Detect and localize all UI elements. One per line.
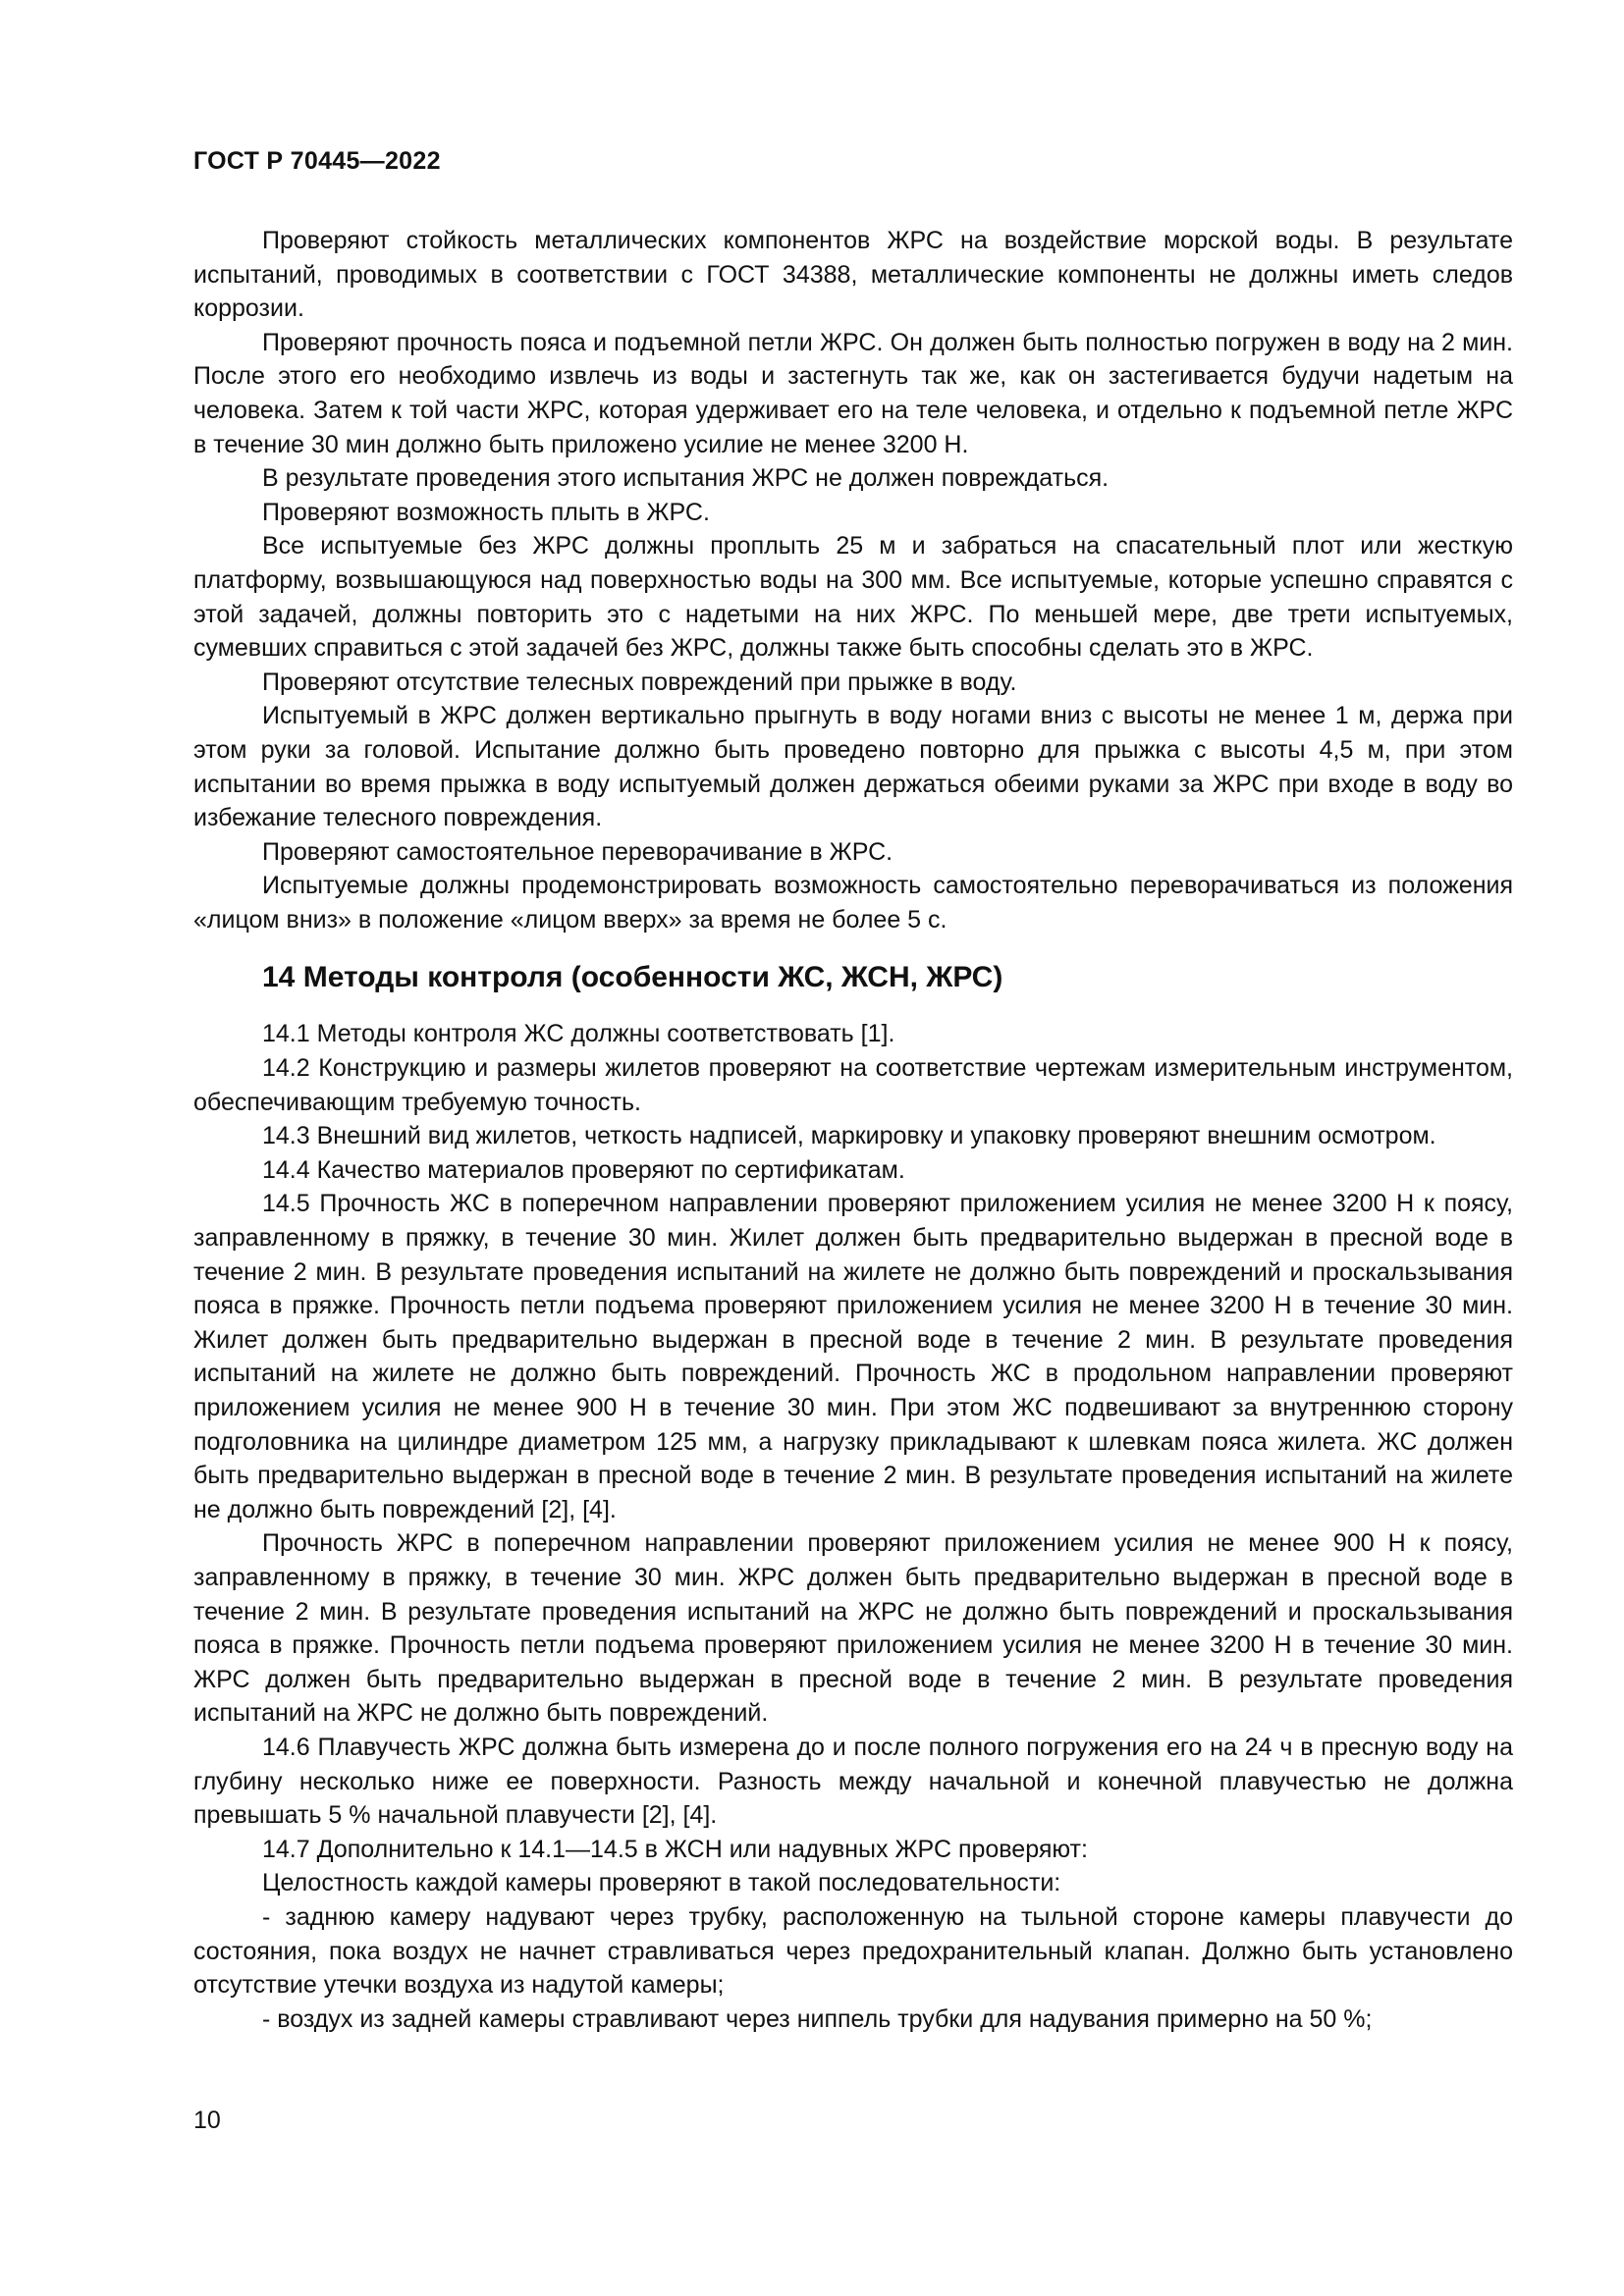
paragraph: Испытуемые должны продемонстрировать возможность самостоятельно переворачиваться из положения «лицом вниз» в положение «лицом вверх» за время не более 5 с. [193,872,1513,934]
clause-14-5: 14.5 Прочность ЖС в поперечном направлении проверяют приложением усилия не менее 3200 Н к поясу, заправленному в пряжку, в течение 30 мин. Жилет должен быть предварительно выдержан в пресной воде в течение 2 мин. В результате проведения испытаний на жилете не должно быть повреждений и проскальзывания пояса в пряжке. Прочность петли подъема проверяют приложением усилия не менее 3200 Н в течение 30 мин. Жилет должен быть предварительно выдержан в пресной воде в течение 2 мин. В результате проведения испытаний на жилете не должно быть повреждений. Прочность ЖС в продольном направлении проверяют приложением усилия не менее 900 Н в течение 30 мин. При этом ЖС подвешивают за внутреннюю сторону подголовника на цилиндре диаметром 125 мм, а нагрузку прикладывают к шлевкам пояса жилета. ЖС должен быть предварительно выдержан в пресной воде в течение 2 мин. В результате проведения испытаний на жилете не должно быть повреждений [2], [4]. [193,1190,1513,1523]
clause-14-4: 14.4 Качество материалов проверяют по сертификатам. [262,1155,905,1184]
page-number: 10 [193,2107,221,2134]
paragraph: Проверяют отсутствие телесных повреждений при прыжке в воду. [262,667,1017,696]
document-body [193,224,1513,2036]
paragraph: В результате проведения этого испытания ЖРС не должен повреждаться. [262,464,1110,493]
paragraph: Проверяют стойкость металлических компонентов ЖРС на воздействие морской воды. В результате испытаний, проводимых в соответствии с ГОСТ 34388, металлические компоненты не должны иметь следов коррозии. [193,227,1513,323]
paragraph: Целостность каждой камеры проверяют в такой последовательности: [262,1869,1061,1897]
clause-14-1: 14.1 Методы контроля ЖС должны соответствовать [1]. [262,1020,895,1048]
paragraph: Испытуемый в ЖРС должен вертикально прыгнуть в воду ногами вниз с высоты не менее 1 м, держа при этом руки за головой. Испытание должно быть проведено повторно для прыжка с высоты 4,5 м, при этом испытании во время прыжка в воду испытуемый должен держаться обеими руками за ЖРС при входе в воду во избежание телесного повреждения. [193,702,1513,832]
section-heading: 14 Методы контроля (особенности ЖС, ЖСН, ЖРС) [262,961,1003,994]
paragraph: Прочность ЖРС в поперечном направлении проверяют приложением усилия не менее 900 Н к поясу, заправленному в пряжку, в течение 30 мин. ЖРС должен быть предварительно выдержан в пресной воде в течение 2 мин. В результате проведения испытаний на ЖРС не должно быть повреждений и проскальзывания пояса в пряжке. Прочность петли подъема проверяют приложением усилия не менее 3200 Н в течение 30 мин. ЖРС должен быть предварительно выдержан в пресной воде в течение 2 мин. В результате проведения испытаний на ЖРС не должно быть повреждений. [193,1529,1513,1728]
clause-14-7: 14.7 Дополнительно к 14.1—14.5 в ЖСН или надувных ЖРС проверяют: [262,1835,1088,1863]
paragraph: Все испытуемые без ЖРС должны проплыть 25 м и забраться на спасательный плот или жесткую платформу, возвышающуюся над поверхностью воды на 300 мм. Все испытуемые, которые успешно справятся с этой задачей, должны повторить это с надетыми на них ЖРС. По меньшей мере, две трети испытуемых, сумевших справиться с этой задачей без ЖРС, должны также быть способны сделать это в ЖРС. [193,532,1513,663]
list-item: - заднюю камеру надувают через трубку, расположенную на тыльной стороне камеры плавучести до состояния, пока воздух не начнет стравливаться через предохранительный клапан. Должно быть установлено отсутствие утечки воздуха из надутой камеры; [193,1902,1513,2000]
document-header: ГОСТ Р 70445—2022 [193,147,441,175]
clause-14-6: 14.6 Плавучесть ЖРС должна быть измерена до и после полного погружения его на 24 ч в пресную воду на глубину несколько ниже ее поверхности. Разность между начальной и конечной плавучестью не должна превышать 5 % начальной плавучести [2], [4]. [193,1733,1513,1830]
clause-14-2: 14.2 Конструкцию и размеры жилетов проверяют на соответствие чертежам измерительным инструментом, обеспечивающим требуемую точность. [193,1054,1513,1116]
clause-14-3: 14.3 Внешний вид жилетов, четкость надписей, маркировку и упаковку проверяют внешним осмотром. [262,1122,1436,1150]
paragraph: Проверяют возможность плыть в ЖРС. [262,498,710,526]
paragraph: Проверяют самостоятельное переворачивание в ЖРС. [262,837,893,866]
list-item: - воздух из задней камеры стравливают через ниппель трубки для надувания примерно на 50 %; [262,2004,1373,2033]
paragraph: Проверяют прочность пояса и подъемной петли ЖРС. Он должен быть полностью погружен в воду на 2 мин. После этого его необходимо извлечь из воды и застегнуть так же, как он застегивается будучи надетым на человека. Затем к той части ЖРС, которая удерживает его на теле человека, и отдельно к подъемной петле ЖРС в течение 30 мин должно быть приложено усилие не менее 3200 Н. [193,328,1513,458]
